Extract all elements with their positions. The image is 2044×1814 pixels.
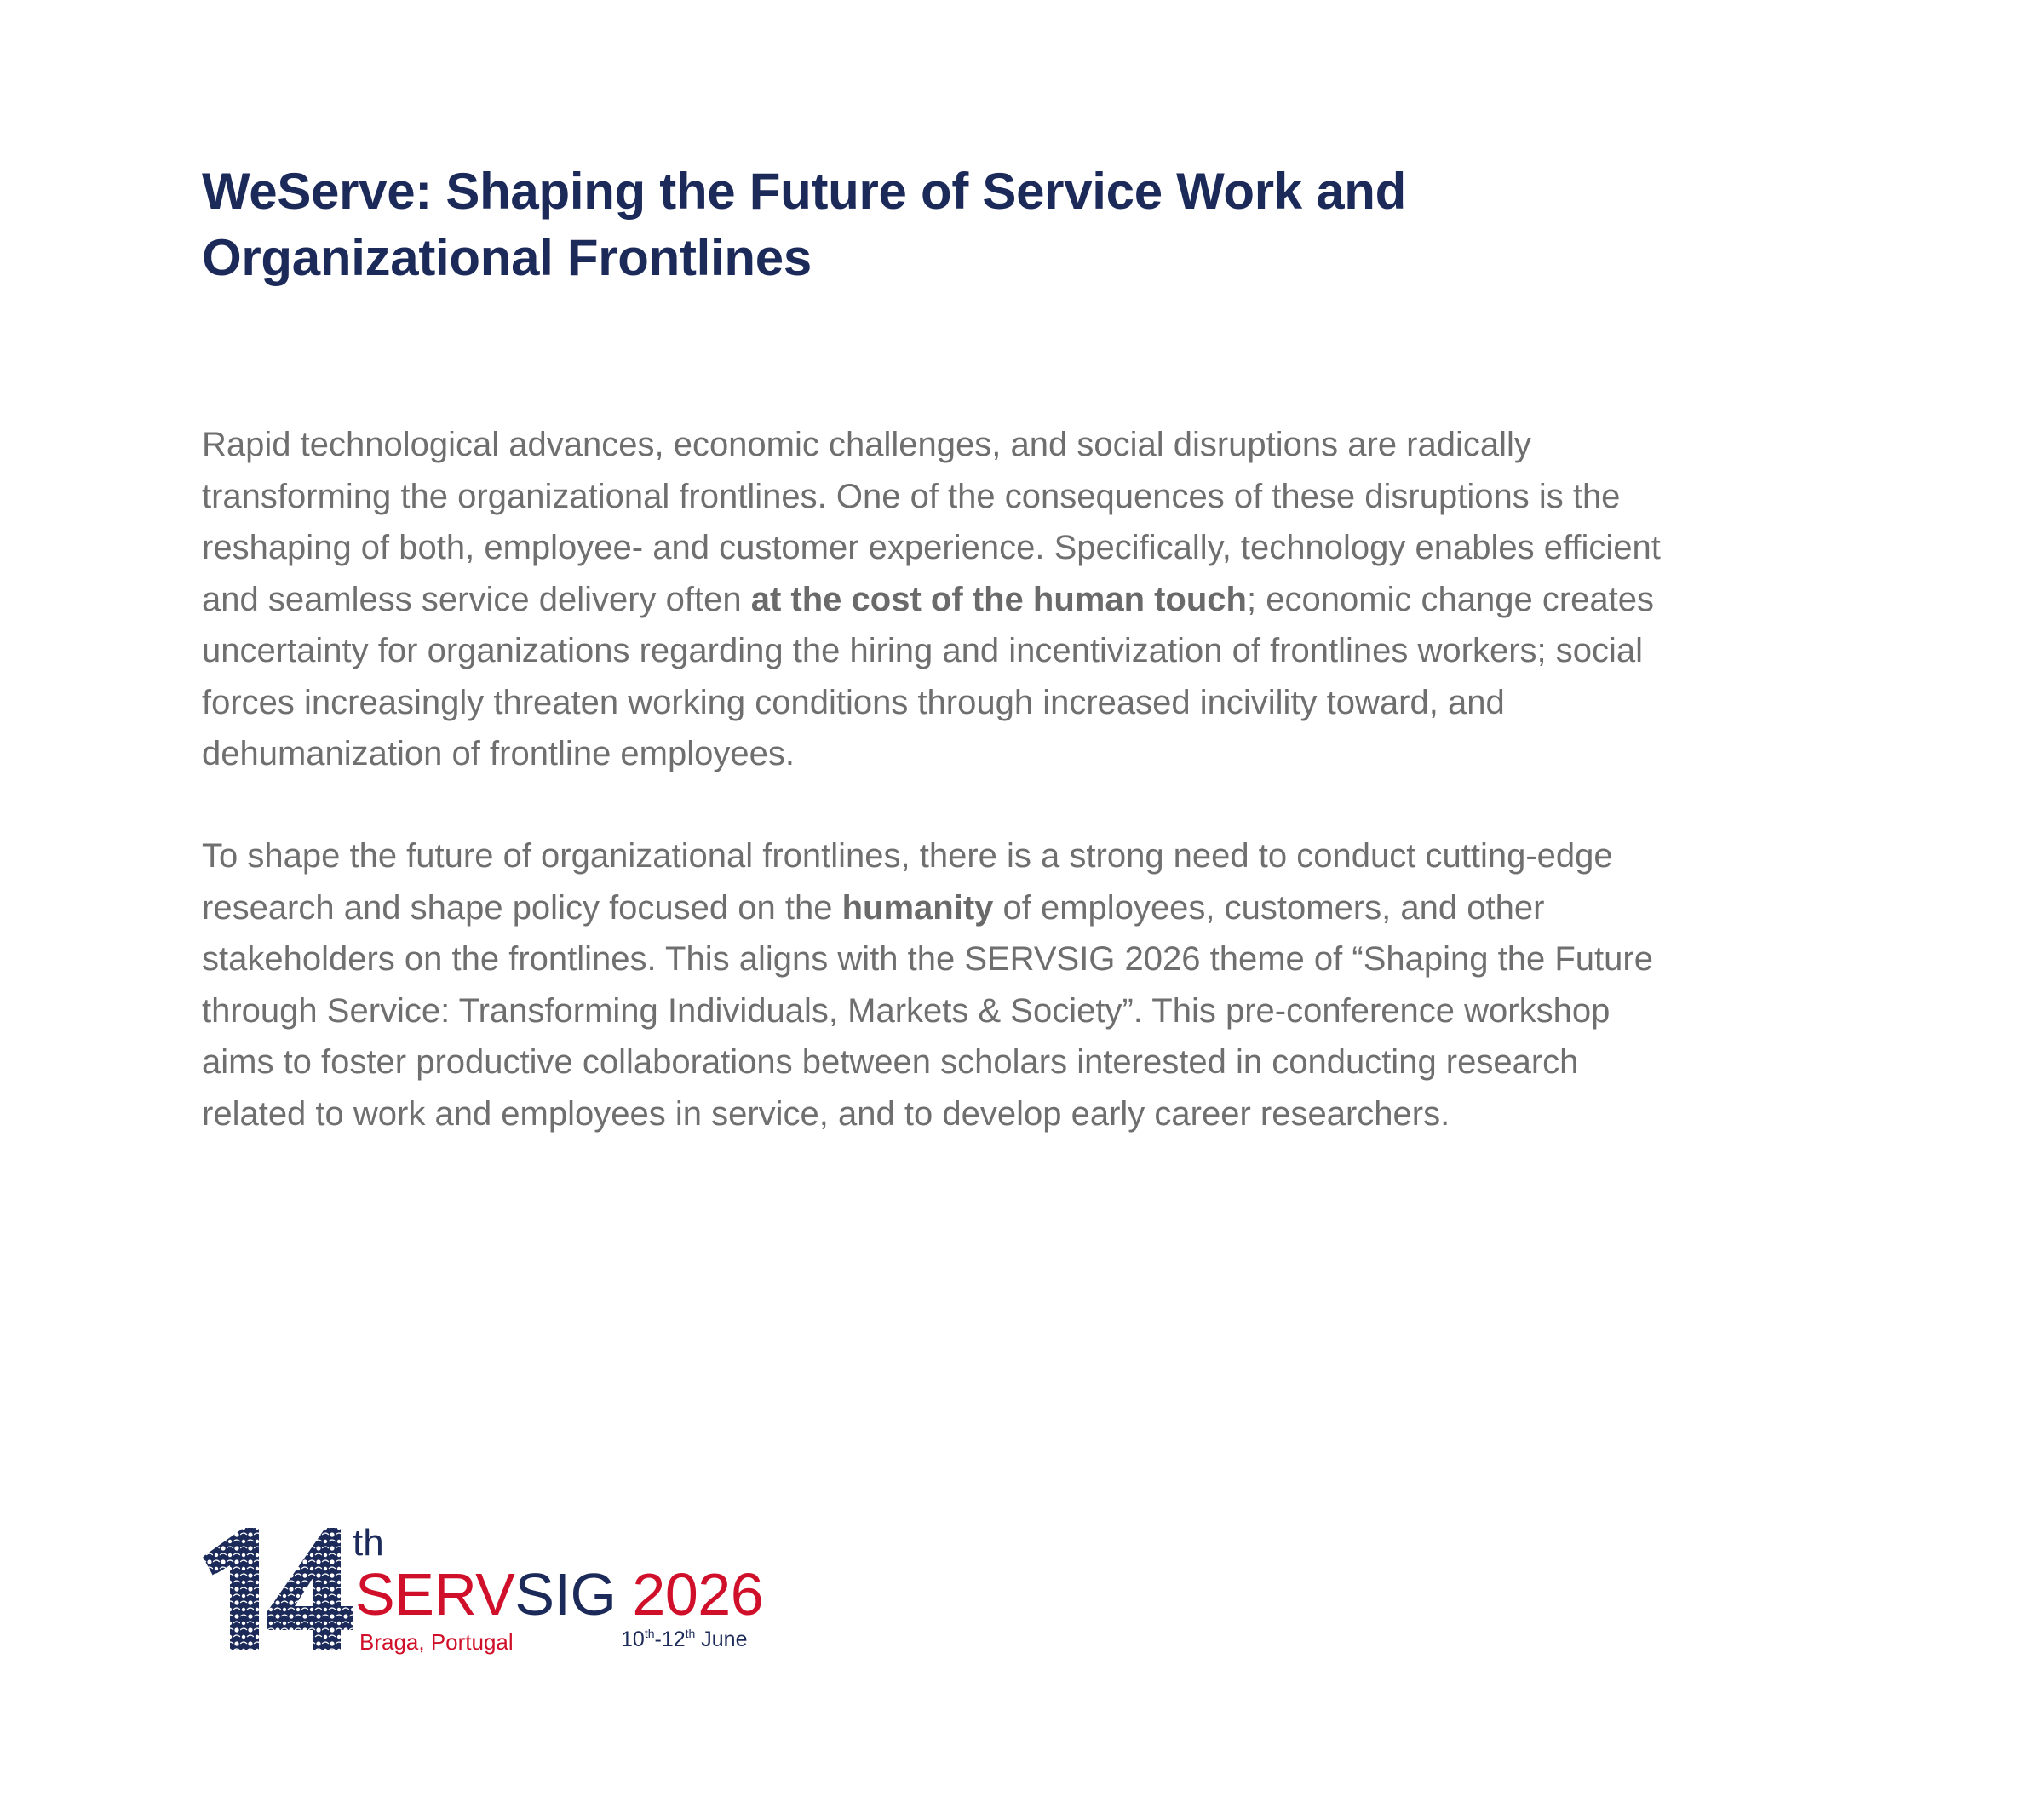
emphasis-text: humanity — [841, 888, 994, 927]
emphasis-text: at the cost of the human touch — [750, 580, 1247, 618]
logo-year: 2026 — [632, 1561, 764, 1627]
date-start: 10 — [621, 1627, 645, 1651]
page-title — [202, 158, 1820, 291]
paragraph-line: through Service: Transforming Individuals, Markets & Society”. This pre-conference workshop — [202, 991, 1611, 1030]
intro-paragraph — [202, 419, 1905, 780]
logo-ordinal: th — [353, 1522, 384, 1564]
paragraph-line: dehumanization of frontline employees. — [202, 735, 795, 772]
title-line: WeServe: Shaping the Future of Service Work and — [202, 163, 1407, 220]
text-run: and seamless service delivery often — [202, 580, 751, 618]
servsig-logo — [199, 1524, 795, 1661]
paragraph-line: reshaping of both, employee- and customer experience. Specifically, technology enables efficient — [202, 529, 1661, 566]
paragraph-line: stakeholders on the frontlines. This aligns with the SERVSIG 2026 theme of “Shaping the Future — [202, 940, 1653, 978]
paragraph-line: uncertainty for organizations regarding the hiring and incentivization of frontlines workers; social — [202, 632, 1644, 669]
paragraph-line: aims to foster productive collaborations between scholars interested in conducting research — [202, 1043, 1579, 1081]
aims-paragraph — [202, 830, 1905, 1139]
logo-wordmark — [355, 1560, 763, 1628]
logo-serv-text: SERV — [355, 1561, 515, 1627]
paragraph-line — [202, 574, 1905, 626]
text-run: ; economic change creates — [1246, 580, 1655, 618]
logo-number-14 — [199, 1524, 353, 1654]
date-end-suffix: th — [685, 1627, 696, 1640]
paragraph-line: related to work and employees in service, and to develop early career researchers. — [202, 1094, 1450, 1133]
paragraph-line: transforming the organizational frontlines. One of the consequences of these disruptions is the — [202, 477, 1621, 515]
date-end: -12 — [654, 1627, 686, 1651]
date-month: June — [695, 1627, 748, 1651]
paragraph-line: To shape the future of organizational frontlines, there is a strong need to conduct cutting-edge — [202, 837, 1613, 875]
paragraph-line: Rapid technological advances, economic challenges, and social disruptions are radically — [202, 426, 1531, 463]
logo-location: Braga, Portugal — [359, 1629, 514, 1655]
date-start-suffix: th — [644, 1627, 655, 1640]
paragraph-line — [202, 882, 1905, 934]
logo-sig-text: SIG — [514, 1561, 617, 1627]
text-run: research and shape policy focused on the — [202, 888, 842, 927]
paragraph-line: forces increasingly threaten working conditions through increased incivility toward, and — [202, 683, 1505, 721]
text-run: of employees, customers, and other — [993, 888, 1545, 927]
title-line: Organizational Frontlines — [202, 229, 812, 286]
logo-dates — [621, 1627, 748, 1652]
